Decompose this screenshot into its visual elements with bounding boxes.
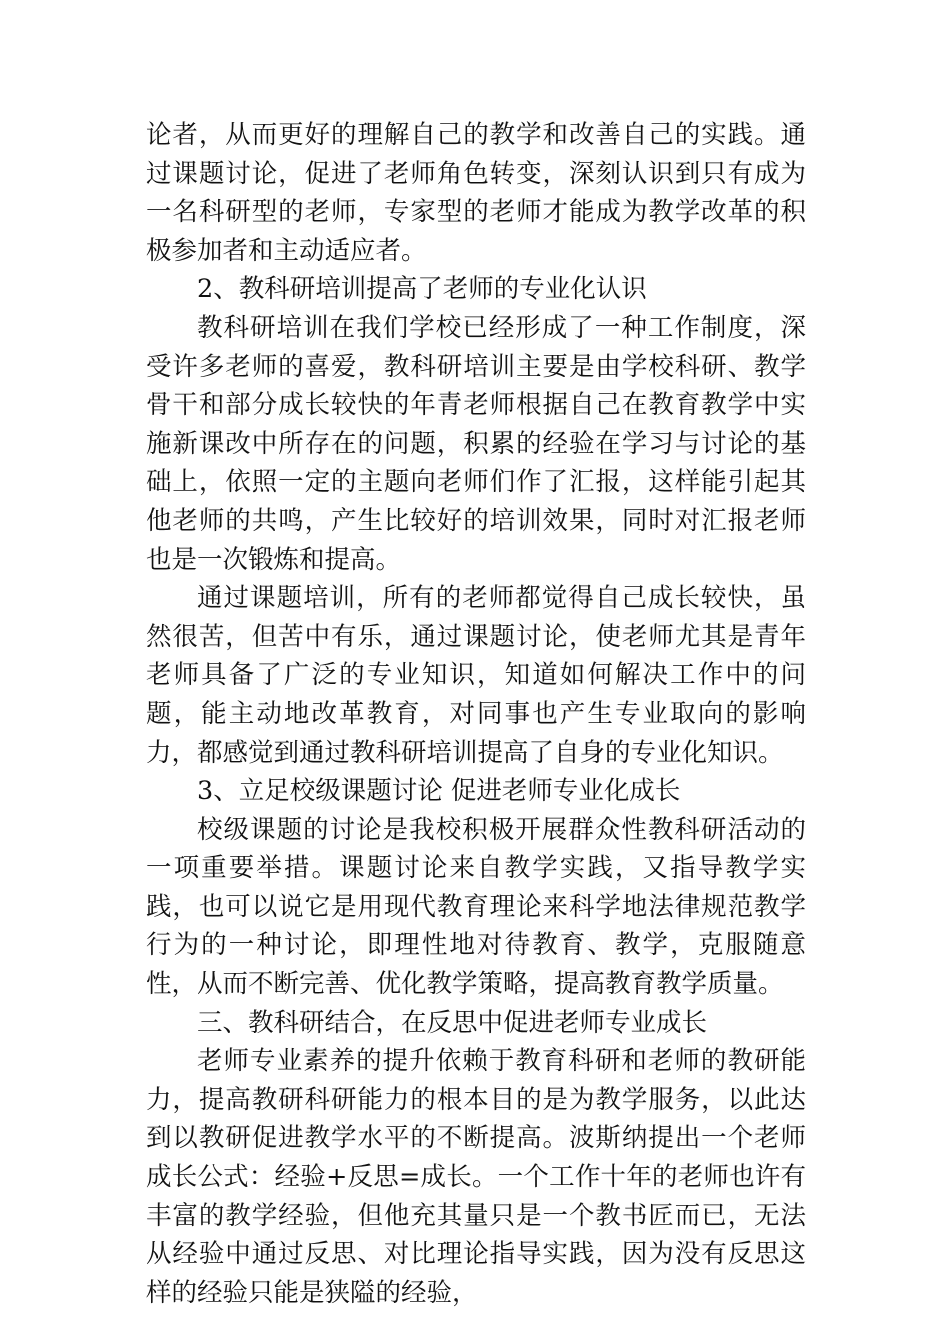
paragraph-training: 教科研培训在我们学校已经形成了一种工作制度，深受许多老师的喜爱，教科研培训主要是由学校科研、教学骨干和部分成长较快的年青老师根据自己在教育教学中实施新课改中所存在的问题，积累的经验在学习与讨论的基础上，依照一定的主题向老师们作了汇报，这样能引起其他老师的共鸣，产生比较好的培训效果，同时对汇报老师也是一次锻炼和提高。 bbox=[146, 312, 806, 575]
paragraph-continuation: 论者，从而更好的理解自己的教学和改善自己的实践。通过课题讨论，促进了老师角色转变，深刻认识到只有成为一名科研型的老师，专家型的老师才能成为教学改革的积极参加者和主动适应者。 bbox=[146, 120, 806, 266]
document-body bbox=[146, 116, 806, 1312]
section-heading-three: 三、教科研结合，在反思中促进老师专业成长 bbox=[197, 1007, 708, 1038]
section-heading-2: 2、教科研培训提高了老师的专业化认识 bbox=[197, 274, 647, 305]
paragraph-reflection: 老师专业素养的提升依赖于教育科研和老师的教研能力，提高教研科研能力的根本目的是为教学服务，以此达到以教研促进教学水平的不断提高。波斯纳提出一个老师成长公式：经验+反思=成长。一个工作十年的老师也许有丰富的教学经验，但他充其量只是一个教书匠而已，无法从经验中通过反思、对比理论指导实践，因为没有反思这样的经验只能是狭隘的经验， bbox=[146, 1046, 806, 1308]
section-heading-3: 3、立足校级课题讨论 促进老师专业化成长 bbox=[197, 776, 681, 807]
paragraph-school-topics: 校级课题的讨论是我校积极开展群众性教科研活动的一项重要举措。课题讨论来自教学实践，又指导教学实践，也可以说它是用现代教育理论来科学地法律规范教学行为的一种讨论，即理性地对待教育、教学，克服随意性，从而不断完善、优化教学策略，提高教育教学质量。 bbox=[146, 814, 806, 1000]
paragraph-growth: 通过课题培训，所有的老师都觉得自己成长较快，虽然很苦，但苦中有乐，通过课题讨论，使老师尤其是青年老师具备了广泛的专业知识，知道如何解决工作中的问题，能主动地改革教育，对同事也产生专业取向的影响力，都感觉到通过教科研培训提高了自身的专业化知识。 bbox=[146, 583, 806, 768]
